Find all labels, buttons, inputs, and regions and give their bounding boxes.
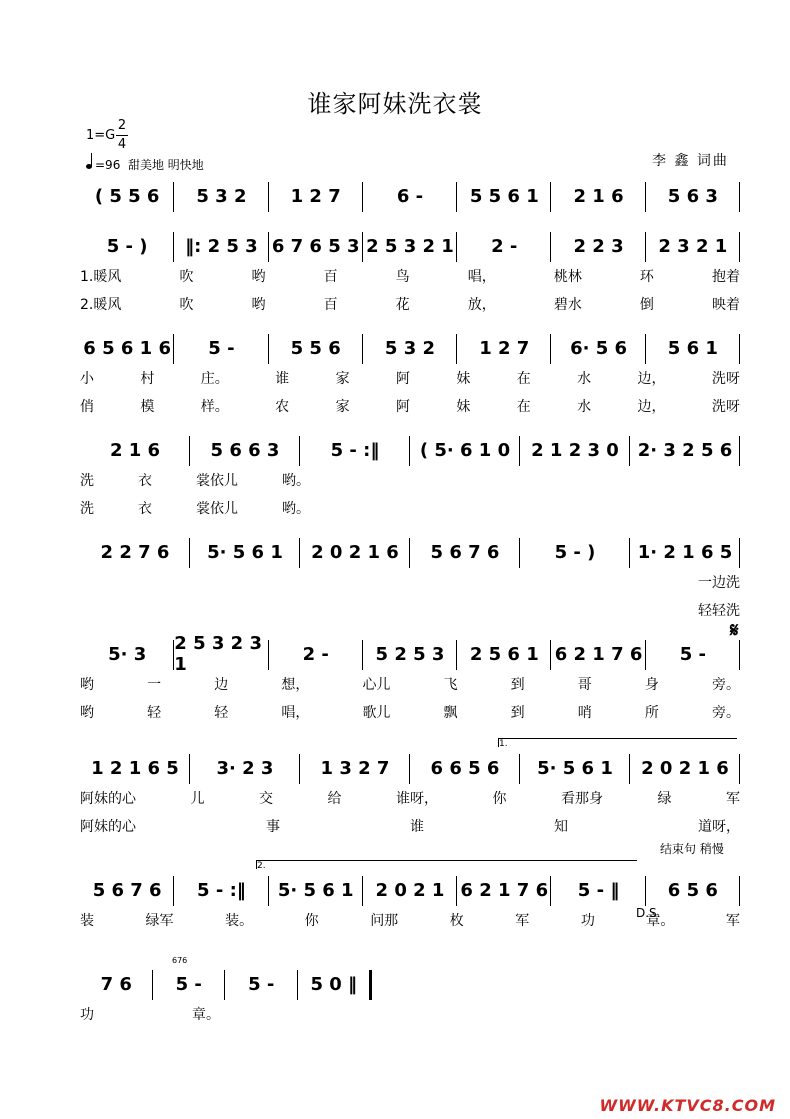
measure: 1 3 2 7 bbox=[320, 757, 390, 779]
lyric: 唱， bbox=[281, 705, 310, 721]
lyric: 模 bbox=[140, 399, 155, 415]
measure: 6· 5 6 bbox=[570, 337, 628, 359]
lyric: 你 bbox=[304, 913, 319, 929]
lyric: 阿妹的心 bbox=[80, 819, 136, 835]
measure: 1 2 1 6 5 bbox=[91, 757, 179, 779]
lyric: 阿 bbox=[395, 399, 410, 415]
lyric-line-7-verse2 bbox=[80, 816, 740, 838]
lyric: 在 bbox=[516, 371, 531, 387]
measure: 5 5 6 bbox=[290, 337, 341, 359]
measure: 5· 5 6 1 bbox=[207, 541, 283, 563]
staff-line-1 bbox=[80, 178, 740, 214]
lyric: 1.暖风 bbox=[80, 269, 122, 285]
measure: 5 6 1 bbox=[667, 337, 718, 359]
measure: 2 3 2 1 bbox=[658, 235, 728, 257]
lyric: 看那身 bbox=[561, 791, 603, 807]
lyric: 村 bbox=[140, 371, 155, 387]
lyric: 水 bbox=[577, 371, 592, 387]
lyric: 给 bbox=[327, 791, 342, 807]
staff-line-6 bbox=[80, 633, 740, 675]
measure: 2 2 3 bbox=[573, 235, 624, 257]
lyric: 农 bbox=[275, 399, 290, 415]
measure: 6 5 6 1 6 bbox=[83, 337, 171, 359]
lyric: 放， bbox=[467, 297, 496, 313]
volta-1: 1. bbox=[498, 738, 737, 747]
measure: 5 6 3 bbox=[667, 185, 718, 207]
lyric: 鸟 bbox=[395, 269, 410, 285]
lyric: 想， bbox=[281, 677, 310, 693]
lyric: 映着 bbox=[711, 297, 740, 313]
measure: 5 - bbox=[175, 973, 202, 995]
lyric: 谁 bbox=[275, 371, 290, 387]
lyric: 边， bbox=[637, 371, 666, 387]
measure: 2 1 6 bbox=[109, 439, 161, 461]
lyric: 阿妹的心 bbox=[80, 791, 136, 807]
ds-marking: D.S. bbox=[636, 906, 661, 920]
measure: 5 - :‖ bbox=[197, 879, 246, 901]
lyric: 唱， bbox=[467, 269, 496, 285]
lyric: 家 bbox=[335, 399, 350, 415]
lyric: 功 bbox=[80, 1007, 94, 1023]
barline bbox=[739, 232, 740, 262]
lyric: 碧水 bbox=[553, 297, 582, 313]
measure: 2 5 3 2 3 1 bbox=[174, 633, 262, 675]
measure: 5 - ) bbox=[106, 235, 148, 257]
lyric: 在 bbox=[516, 399, 531, 415]
measure: ‖: 2 5 3 bbox=[185, 235, 258, 257]
lyric: 哥 bbox=[577, 677, 592, 693]
lyric: 洗呀 bbox=[711, 371, 740, 387]
lyric: 样。 bbox=[200, 399, 229, 415]
measure: 2 2 7 6 bbox=[100, 541, 170, 563]
lyric: 枚 bbox=[449, 913, 464, 929]
lyric: 桃林 bbox=[553, 269, 582, 285]
measure: ( 5 5 6 bbox=[94, 185, 160, 207]
staff-line-3 bbox=[80, 330, 740, 366]
lyric: 知 bbox=[554, 819, 568, 835]
measure: 6 5 6 bbox=[667, 879, 718, 901]
measure: 5 0 ‖ bbox=[310, 973, 358, 995]
measure: 6 - bbox=[396, 185, 424, 207]
author-credit: 李 鑫 词曲 bbox=[652, 153, 729, 169]
lyric: 哟 bbox=[251, 297, 266, 313]
lyric: 环 bbox=[639, 269, 654, 285]
quarter-note-icon bbox=[86, 164, 92, 169]
staff-line-8 bbox=[80, 872, 740, 908]
measure: 5 6 7 6 bbox=[92, 879, 162, 901]
lyric: 歌儿 bbox=[362, 705, 391, 721]
lyric: 衣 bbox=[138, 501, 152, 517]
segno-icon: 𝄋 bbox=[730, 618, 739, 642]
measure: 6 6 5 6 bbox=[430, 757, 500, 779]
measure: 7 6 bbox=[100, 973, 132, 995]
measure: 6 7 6 5 3 bbox=[271, 235, 360, 257]
tempo-value: =96 bbox=[95, 158, 121, 172]
lyric: 装。 bbox=[225, 913, 254, 929]
measure: 5· 5 6 1 bbox=[537, 757, 613, 779]
barline bbox=[739, 182, 740, 212]
tempo-marking bbox=[86, 156, 204, 173]
lyric: 庄。 bbox=[200, 371, 229, 387]
key-signature: 1=G bbox=[86, 128, 116, 143]
lyric: 一边洗 bbox=[698, 575, 740, 591]
measure: 2 - bbox=[302, 643, 329, 665]
measure: 2 0 2 1 6 bbox=[311, 541, 399, 563]
lyric: 绿 bbox=[657, 791, 672, 807]
measure: 2 - bbox=[491, 235, 518, 257]
lyric-line-3-verse2 bbox=[80, 396, 740, 418]
volta-2: 2. bbox=[256, 860, 637, 869]
measure: 5 - ‖ bbox=[577, 879, 620, 901]
measure: 2 5 3 2 1 bbox=[366, 235, 454, 257]
lyric: 裳依儿 bbox=[196, 501, 238, 517]
lyric: 到 bbox=[510, 677, 525, 693]
lyric: 家 bbox=[335, 371, 350, 387]
measure: 2 1 6 bbox=[573, 185, 624, 207]
lyric: 俏 bbox=[80, 399, 94, 415]
staff-line-5 bbox=[80, 534, 740, 570]
measure: 5 6 7 6 bbox=[430, 541, 500, 563]
lyric: 军 bbox=[726, 791, 740, 807]
barline bbox=[739, 436, 740, 466]
watermark: WWW.KTVC8.COM bbox=[599, 1096, 776, 1115]
measure: 5 2 5 3 bbox=[375, 643, 445, 665]
lyric: 章。 bbox=[192, 1007, 220, 1023]
lyric: 功 bbox=[580, 913, 595, 929]
lyric: 心儿 bbox=[362, 677, 391, 693]
time-sig-top: 2 bbox=[117, 118, 127, 133]
lyric: 交 bbox=[259, 791, 273, 807]
ending-note: 结束句 稍慢 bbox=[660, 842, 724, 856]
lyric: 水 bbox=[577, 399, 592, 415]
lyric: 吹 bbox=[179, 269, 194, 285]
song-title: 谁家阿妹洗衣裳 bbox=[307, 90, 483, 118]
lyric: 道呀， bbox=[698, 819, 740, 835]
lyric: 洗 bbox=[80, 501, 94, 517]
lyric: 阿 bbox=[395, 371, 410, 387]
lyric: 洗呀 bbox=[711, 399, 740, 415]
lyric: 你 bbox=[492, 791, 507, 807]
lyric: 百 bbox=[323, 297, 338, 313]
lyric: 所 bbox=[644, 705, 659, 721]
time-sig-bottom: 4 bbox=[117, 137, 127, 152]
lyric: 倒 bbox=[639, 297, 654, 313]
measure: 3· 2 3 bbox=[216, 757, 274, 779]
lyric: 飞 bbox=[443, 677, 458, 693]
measure: 5 5 6 1 bbox=[469, 185, 539, 207]
lyric: 哟 bbox=[80, 705, 94, 721]
measure: 1· 2 1 6 5 bbox=[637, 541, 733, 563]
lyric: 哟。 bbox=[282, 501, 310, 517]
measure: 2· 3 2 5 6 bbox=[637, 439, 733, 461]
barline bbox=[739, 334, 740, 364]
lyric-line-5-verse1 bbox=[80, 572, 740, 594]
lyric: 小 bbox=[80, 371, 94, 387]
tempo-expression: 甜美地 明快地 bbox=[127, 158, 204, 172]
time-signature bbox=[116, 118, 128, 153]
measure: ( 5· 6 1 0 bbox=[419, 439, 511, 461]
lyric: 谁呀， bbox=[396, 791, 438, 807]
lyric-line-3-verse1 bbox=[80, 368, 740, 390]
lyric: 哟 bbox=[251, 269, 266, 285]
measure: 2 0 2 1 bbox=[375, 879, 445, 901]
measure: 2 0 2 1 6 bbox=[641, 757, 729, 779]
barline bbox=[739, 538, 740, 568]
lyric: 谁 bbox=[410, 819, 424, 835]
lyric-line-5-verse2 bbox=[80, 600, 740, 622]
barline bbox=[369, 970, 372, 1000]
lyric-line-9-verse1 bbox=[80, 1004, 220, 1026]
lyric: 衣 bbox=[138, 473, 152, 489]
staff-line-2 bbox=[80, 228, 740, 264]
measure: 2 5 6 1 bbox=[469, 643, 539, 665]
lyric: 哨 bbox=[577, 705, 592, 721]
lyric: 轻轻洗 bbox=[698, 603, 740, 619]
measure: 1 2 7 bbox=[479, 337, 530, 359]
lyric: 边， bbox=[637, 399, 666, 415]
lyric: 哟。 bbox=[282, 473, 310, 489]
lyric: 军 bbox=[725, 913, 740, 929]
lyric-line-2-verse2 bbox=[80, 294, 740, 316]
lyric-line-6-verse2 bbox=[80, 702, 740, 724]
lyric-line-4-verse2 bbox=[80, 498, 310, 520]
measure: 5 - :‖ bbox=[330, 439, 380, 461]
lyric-line-4-verse1 bbox=[80, 470, 310, 492]
measure: 2 1 2 3 0 bbox=[531, 439, 619, 461]
lyric: 军 bbox=[515, 913, 530, 929]
lyric: 旁。 bbox=[711, 705, 740, 721]
measure: 1 2 7 bbox=[290, 185, 341, 207]
staff-line-4 bbox=[80, 432, 740, 468]
barline bbox=[739, 754, 740, 784]
measure: 5 - bbox=[208, 337, 235, 359]
lyric: 到 bbox=[510, 705, 525, 721]
measure: 5 6 6 3 bbox=[210, 439, 280, 461]
lyric: 百 bbox=[323, 269, 338, 285]
lyric-line-6-verse1 bbox=[80, 674, 740, 696]
measure: 5 - ) bbox=[554, 541, 596, 563]
lyric: 事 bbox=[266, 819, 280, 835]
lyric-line-7-verse1 bbox=[80, 788, 740, 810]
lyric: 边 bbox=[214, 677, 229, 693]
lyric: 儿 bbox=[190, 791, 205, 807]
lyric: 花 bbox=[395, 297, 410, 313]
lyric: 妹 bbox=[456, 371, 471, 387]
lyric-line-2-verse1 bbox=[80, 266, 740, 288]
lyric: 裳依儿 bbox=[196, 473, 238, 489]
measure: 5 - bbox=[248, 973, 275, 995]
staff-line-7 bbox=[80, 750, 740, 786]
lyric: 吹 bbox=[179, 297, 194, 313]
lyric: 身 bbox=[644, 677, 659, 693]
measure: 5 3 2 bbox=[196, 185, 247, 207]
measure: 5· 5 6 1 bbox=[277, 879, 354, 901]
lyric: 洗 bbox=[80, 473, 94, 489]
barline bbox=[739, 640, 740, 670]
measure: 5· 3 bbox=[108, 643, 147, 665]
barline bbox=[739, 876, 740, 906]
lyric: 轻 bbox=[214, 705, 229, 721]
measure: 5 3 2 bbox=[384, 337, 436, 359]
lyric: 装 bbox=[80, 913, 94, 929]
lyric: 抱着 bbox=[711, 269, 740, 285]
staff-line-9 bbox=[80, 966, 740, 1002]
grace-notes: 676 bbox=[172, 956, 188, 965]
lyric: 问那 bbox=[370, 913, 399, 929]
lyric: 妹 bbox=[456, 399, 471, 415]
measure: 6 2 1 7 6 bbox=[554, 643, 643, 665]
lyric: 一 bbox=[147, 677, 162, 693]
measure: 6 2 1 7 6 bbox=[460, 879, 549, 901]
lyric: 哟 bbox=[80, 677, 94, 693]
measure: 5 - bbox=[679, 643, 706, 665]
lyric: 绿军 bbox=[145, 913, 174, 929]
lyric: 2.暖风 bbox=[80, 297, 122, 313]
lyric: 轻 bbox=[147, 705, 162, 721]
lyric: 飘 bbox=[443, 705, 458, 721]
lyric: 旁。 bbox=[711, 677, 740, 693]
lyric: 章。 bbox=[646, 913, 675, 929]
